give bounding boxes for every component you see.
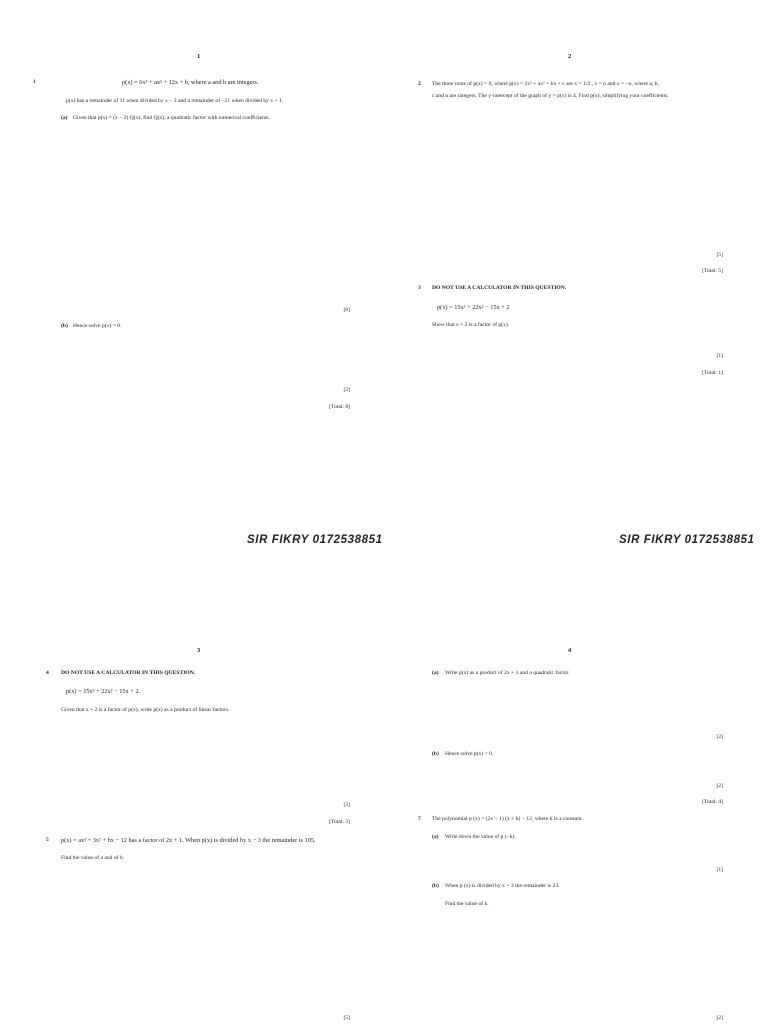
marks: [5] bbox=[343, 1015, 350, 1021]
part-label: (b) bbox=[432, 883, 439, 889]
part-text: Find the value of k. bbox=[445, 901, 489, 907]
part-label: (b) bbox=[61, 323, 68, 329]
marks: [5] bbox=[716, 252, 723, 258]
page-number: 4 bbox=[568, 647, 572, 654]
page-number: 2 bbox=[568, 53, 572, 60]
watermark: SIR FIKRY 0172538851 bbox=[247, 534, 383, 546]
question-equation: p(x) = 15x³ + 22x² − 15x + 2. bbox=[66, 688, 141, 695]
marks: [2] bbox=[343, 387, 350, 393]
total-marks: [Total: 4] bbox=[702, 799, 723, 805]
question-text: p(x) has a remainder of 11 when divided by x − 3 and a remainder of −21 when divided by x + 1. bbox=[66, 98, 284, 104]
page-number: 3 bbox=[197, 647, 201, 654]
question-number: 2 bbox=[418, 81, 421, 87]
part-text: Hence solve p(x) = 0. bbox=[73, 323, 122, 329]
question-number: 4 bbox=[46, 670, 49, 676]
total-marks: [Total: 5] bbox=[702, 268, 723, 274]
page-number: 1 bbox=[197, 53, 201, 60]
question-text: c and n are integers. The y-intercept of the graph of y = p(x) is 4. Find p(x), simplifying your coefficients. bbox=[432, 93, 669, 99]
part-text: Write p(x) as a product of 2x + 1 and a quadratic factor. bbox=[445, 670, 570, 676]
part-label: (b) bbox=[432, 751, 439, 757]
total-marks: [Total: 8] bbox=[329, 404, 350, 410]
part-text: Hence solve p(x) = 0. bbox=[445, 751, 494, 757]
question-number: 5 bbox=[46, 837, 49, 843]
part-text: When p (x) is divided by x + 3 the remainder is 23. bbox=[445, 883, 560, 889]
question-text: The three roots of p(x) = 0, where p(x) = 2x³ + ax² + bx + c are x = 1/2 , x = n and x = −n, where a, b, bbox=[432, 81, 659, 87]
watermark: SIR FIKRY 0172538851 bbox=[619, 534, 755, 546]
question-text: The polynomial p (x) = (2x − 1) (x + k) − 12, where k is a constant. bbox=[432, 816, 584, 822]
question-number: 7 bbox=[418, 816, 421, 822]
part-text: Given that p(x) = (x − 2) Q(x), find Q(x), a quadratic factor with numerical coefficients. bbox=[73, 115, 270, 121]
part-label: (a) bbox=[432, 834, 439, 840]
question-equation: p(x) = 6x³ + ax² + 12x + b, where a and b are integers. bbox=[122, 79, 259, 86]
marks: [1] bbox=[716, 867, 723, 873]
part-label: (a) bbox=[61, 115, 68, 121]
marks: [1] bbox=[716, 353, 723, 359]
question-number: 3 bbox=[418, 285, 421, 291]
question-heading: DO NOT USE A CALCULATOR IN THIS QUESTION. bbox=[61, 670, 196, 676]
total-marks: [Total: 3] bbox=[329, 819, 350, 825]
marks: [2] bbox=[716, 734, 723, 740]
part-label: (a) bbox=[432, 670, 439, 676]
marks: [2] bbox=[716, 1015, 723, 1021]
question-text: Find the value of a and of b. bbox=[61, 855, 125, 861]
question-number: 1 bbox=[33, 79, 36, 85]
marks: [2] bbox=[716, 783, 723, 789]
question-equation: p(x) = 15x³ + 22x² − 15x + 2 bbox=[437, 304, 510, 311]
marks: [6] bbox=[343, 307, 350, 313]
question-text: Show that x + 2 is a factor of p(x). bbox=[432, 322, 510, 328]
part-text: Write down the value of p (−k). bbox=[445, 834, 516, 840]
question-text: p(x) = ax³ + 3x² + bx − 12 has a factor of 2x + 1. When p(x) is divided by x − 3 the remainder is 105. bbox=[61, 837, 316, 844]
marks: [3] bbox=[343, 802, 350, 808]
question-text: Given that x + 2 is a factor of p(x), write p(x) as a product of linear factors. bbox=[61, 707, 230, 713]
total-marks: [Total: 1] bbox=[702, 370, 723, 376]
question-heading: DO NOT USE A CALCULATOR IN THIS QUESTION. bbox=[432, 285, 567, 291]
